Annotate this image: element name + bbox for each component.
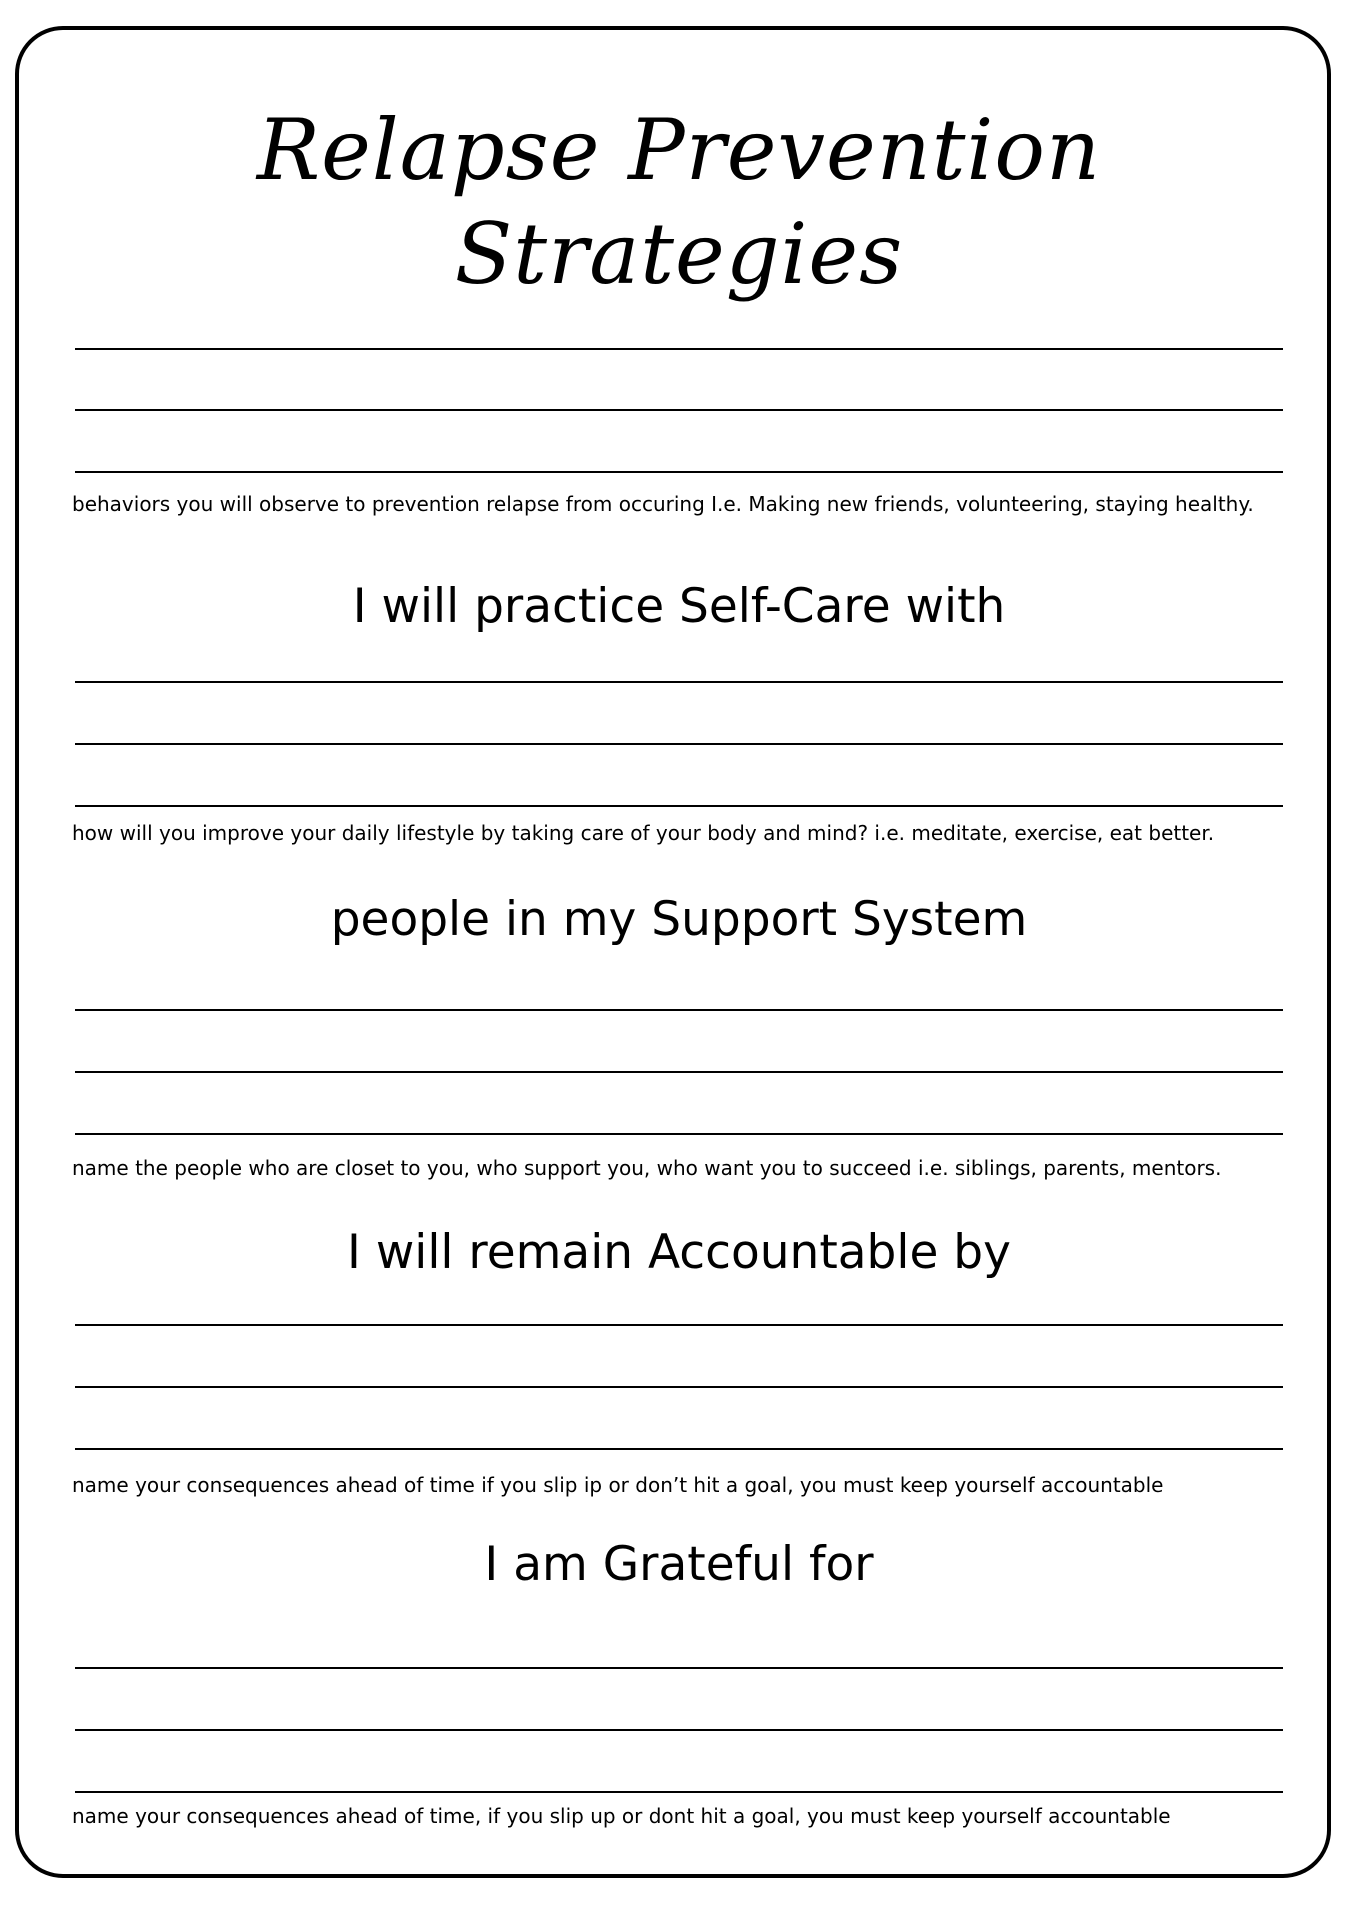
section-heading-support-system: people in my Support System	[330, 892, 1028, 947]
worksheet-border	[15, 26, 1331, 1878]
section-hint: behaviors you will observe to prevention relapse from occuring I.e. Making new friends, volunteering, staying healthy.	[72, 492, 1254, 516]
writing-line[interactable]	[75, 1448, 1283, 1450]
writing-line[interactable]	[75, 1667, 1283, 1669]
writing-line[interactable]	[75, 1324, 1283, 1326]
writing-line[interactable]	[75, 409, 1283, 411]
writing-line[interactable]	[75, 471, 1283, 473]
section-heading-self-care: I will practice Self-Care with	[352, 579, 1006, 634]
section-hint: name your consequences ahead of time, if you slip up or dont hit a goal, you must keep yourself accountable	[72, 1804, 1171, 1828]
section-hint: name the people who are closet to you, who support you, who want you to succeed i.e. siblings, parents, mentors.	[72, 1156, 1222, 1180]
writing-line[interactable]	[75, 681, 1283, 683]
writing-line[interactable]	[75, 1729, 1283, 1731]
writing-line[interactable]	[75, 1386, 1283, 1388]
writing-line[interactable]	[75, 1009, 1283, 1011]
writing-line[interactable]	[75, 805, 1283, 807]
writing-line[interactable]	[75, 1133, 1283, 1135]
writing-line[interactable]	[75, 1071, 1283, 1073]
worksheet-title-line-2: Strategies	[454, 205, 904, 303]
section-heading-accountable: I will remain Accountable by	[347, 1225, 1011, 1280]
writing-line[interactable]	[75, 1791, 1283, 1793]
writing-line[interactable]	[75, 348, 1283, 350]
section-heading-grateful: I am Grateful for	[484, 1537, 874, 1592]
worksheet-title-line-1: Relapse Prevention	[256, 101, 1102, 199]
section-hint: how will you improve your daily lifestyle by taking care of your body and mind? i.e. meditate, exercise, eat better.	[72, 821, 1215, 845]
writing-line[interactable]	[75, 743, 1283, 745]
section-hint: name your consequences ahead of time if you slip ip or don’t hit a goal, you must keep yourself accountable	[72, 1473, 1164, 1497]
